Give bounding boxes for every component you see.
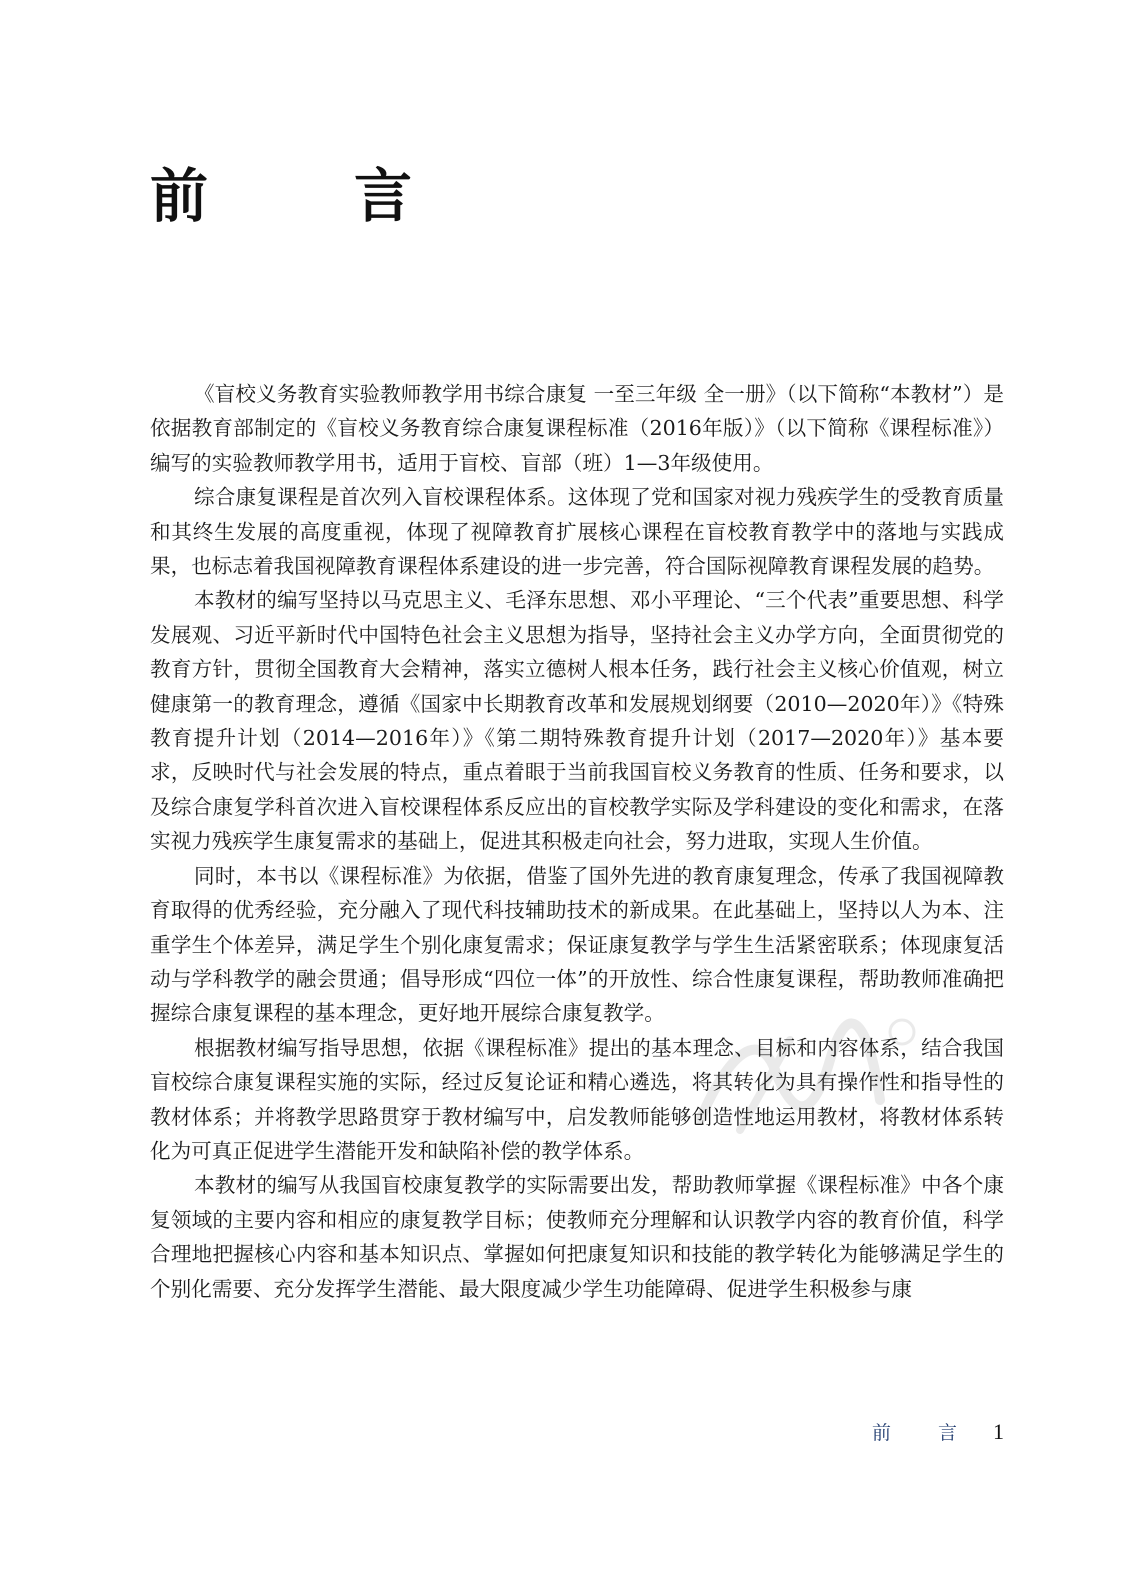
paragraph: 本教材的编写坚持以马克思主义、毛泽东思想、邓小平理论、“三个代表”重要思想、科学发展观、习近平新时代中国特色社会主义思想为指导，坚持社会主义办学方向，全面贯彻党的教育方针，贯彻全国教育大会精神，落实立德树人根本任务，践行社会主义核心价值观，树立健康第一的教育理念，遵循《国家中长期教育改革和发展规划纲要（2010—2020年）》《特殊教育提升计划（2014—2016年）》《第二期特殊教育提升计划（2017—2020年）》基本要求，反映时代与社会发展的特点，重点着眼于当前我国盲校义务教育的性质、任务和要求，以及综合康复学科首次进入盲校课程体系反应出的盲校教学实际及学科建设的变化和需求，在落实视力残疾学生康复需求的基础上，促进其积极走向社会，努力进取，实现人生价值。 — [150, 588, 1004, 854]
paragraph: 同时，本书以《课程标准》为依据，借鉴了国外先进的教育康复理念，传承了我国视障教育取得的优秀经验，充分融入了现代科技辅助技术的新成果。在此基础上，坚持以人为本、注重学生个体差异，满足学生个别化康复需求；保证康复教学与学生生活紧密联系；体现康复活动与学科教学的融会贯通；倡导形成“四位一体”的开放性、综合性康复课程，帮助教师准确把握综合康复课程的基本理念，更好地开展综合康复教学。 — [150, 863, 1004, 1026]
footer-section-label: 前 言 — [871, 1422, 971, 1444]
page-footer — [872, 1418, 1004, 1445]
paragraph: 本教材的编写从我国盲校康复教学的实际需要出发，帮助教师掌握《课程标准》中各个康复领域的主要内容和相应的康复教学目标；使教师充分理解和认识教学内容的教育价值，科学合理地把握核心内容和基本知识点、掌握如何把康复知识和技能的教学转化为能够满足学生的个别化需要、充分发挥学生潜能、最大限度减少学生功能障碍、促进学生积极参与康 — [150, 1173, 1004, 1301]
page-number: 1 — [993, 1419, 1004, 1444]
paragraph: 《盲校义务教育实验教师教学用书综合康复 一至三年级 全一册》（以下简称“本教材”）是依据教育部制定的《盲校义务教育综合康复课程标准（2016年版）》（以下简称《课程标准》）编写的实验教师教学用书，适用于盲校、盲部（班）1—3年级使用。 — [150, 382, 1004, 475]
paragraph: 根据教材编写指导思想，依据《课程标准》提出的基本理念、目标和内容体系，结合我国盲校综合康复课程实施的实际，经过反复论证和精心遴选，将其转化为具有操作性和指导性的教材体系；并将教学思路贯穿于教材编写中，启发教师能够创造性地运用教材，将教材体系转化为可真正促进学生潜能开发和缺陷补偿的教学体系。 — [150, 1035, 1004, 1163]
paragraph: 综合康复课程是首次列入盲校课程体系。这体现了党和国家对视力残疾学生的受教育质量和其终生发展的高度重视，体现了视障教育扩展核心课程在盲校教育教学中的落地与实践成果，也标志着我国视障教育课程体系建设的进一步完善，符合国际视障教育课程发展的趋势。 — [150, 485, 1004, 579]
body-text — [150, 377, 1004, 1306]
page-title: 前 言 — [150, 161, 457, 230]
